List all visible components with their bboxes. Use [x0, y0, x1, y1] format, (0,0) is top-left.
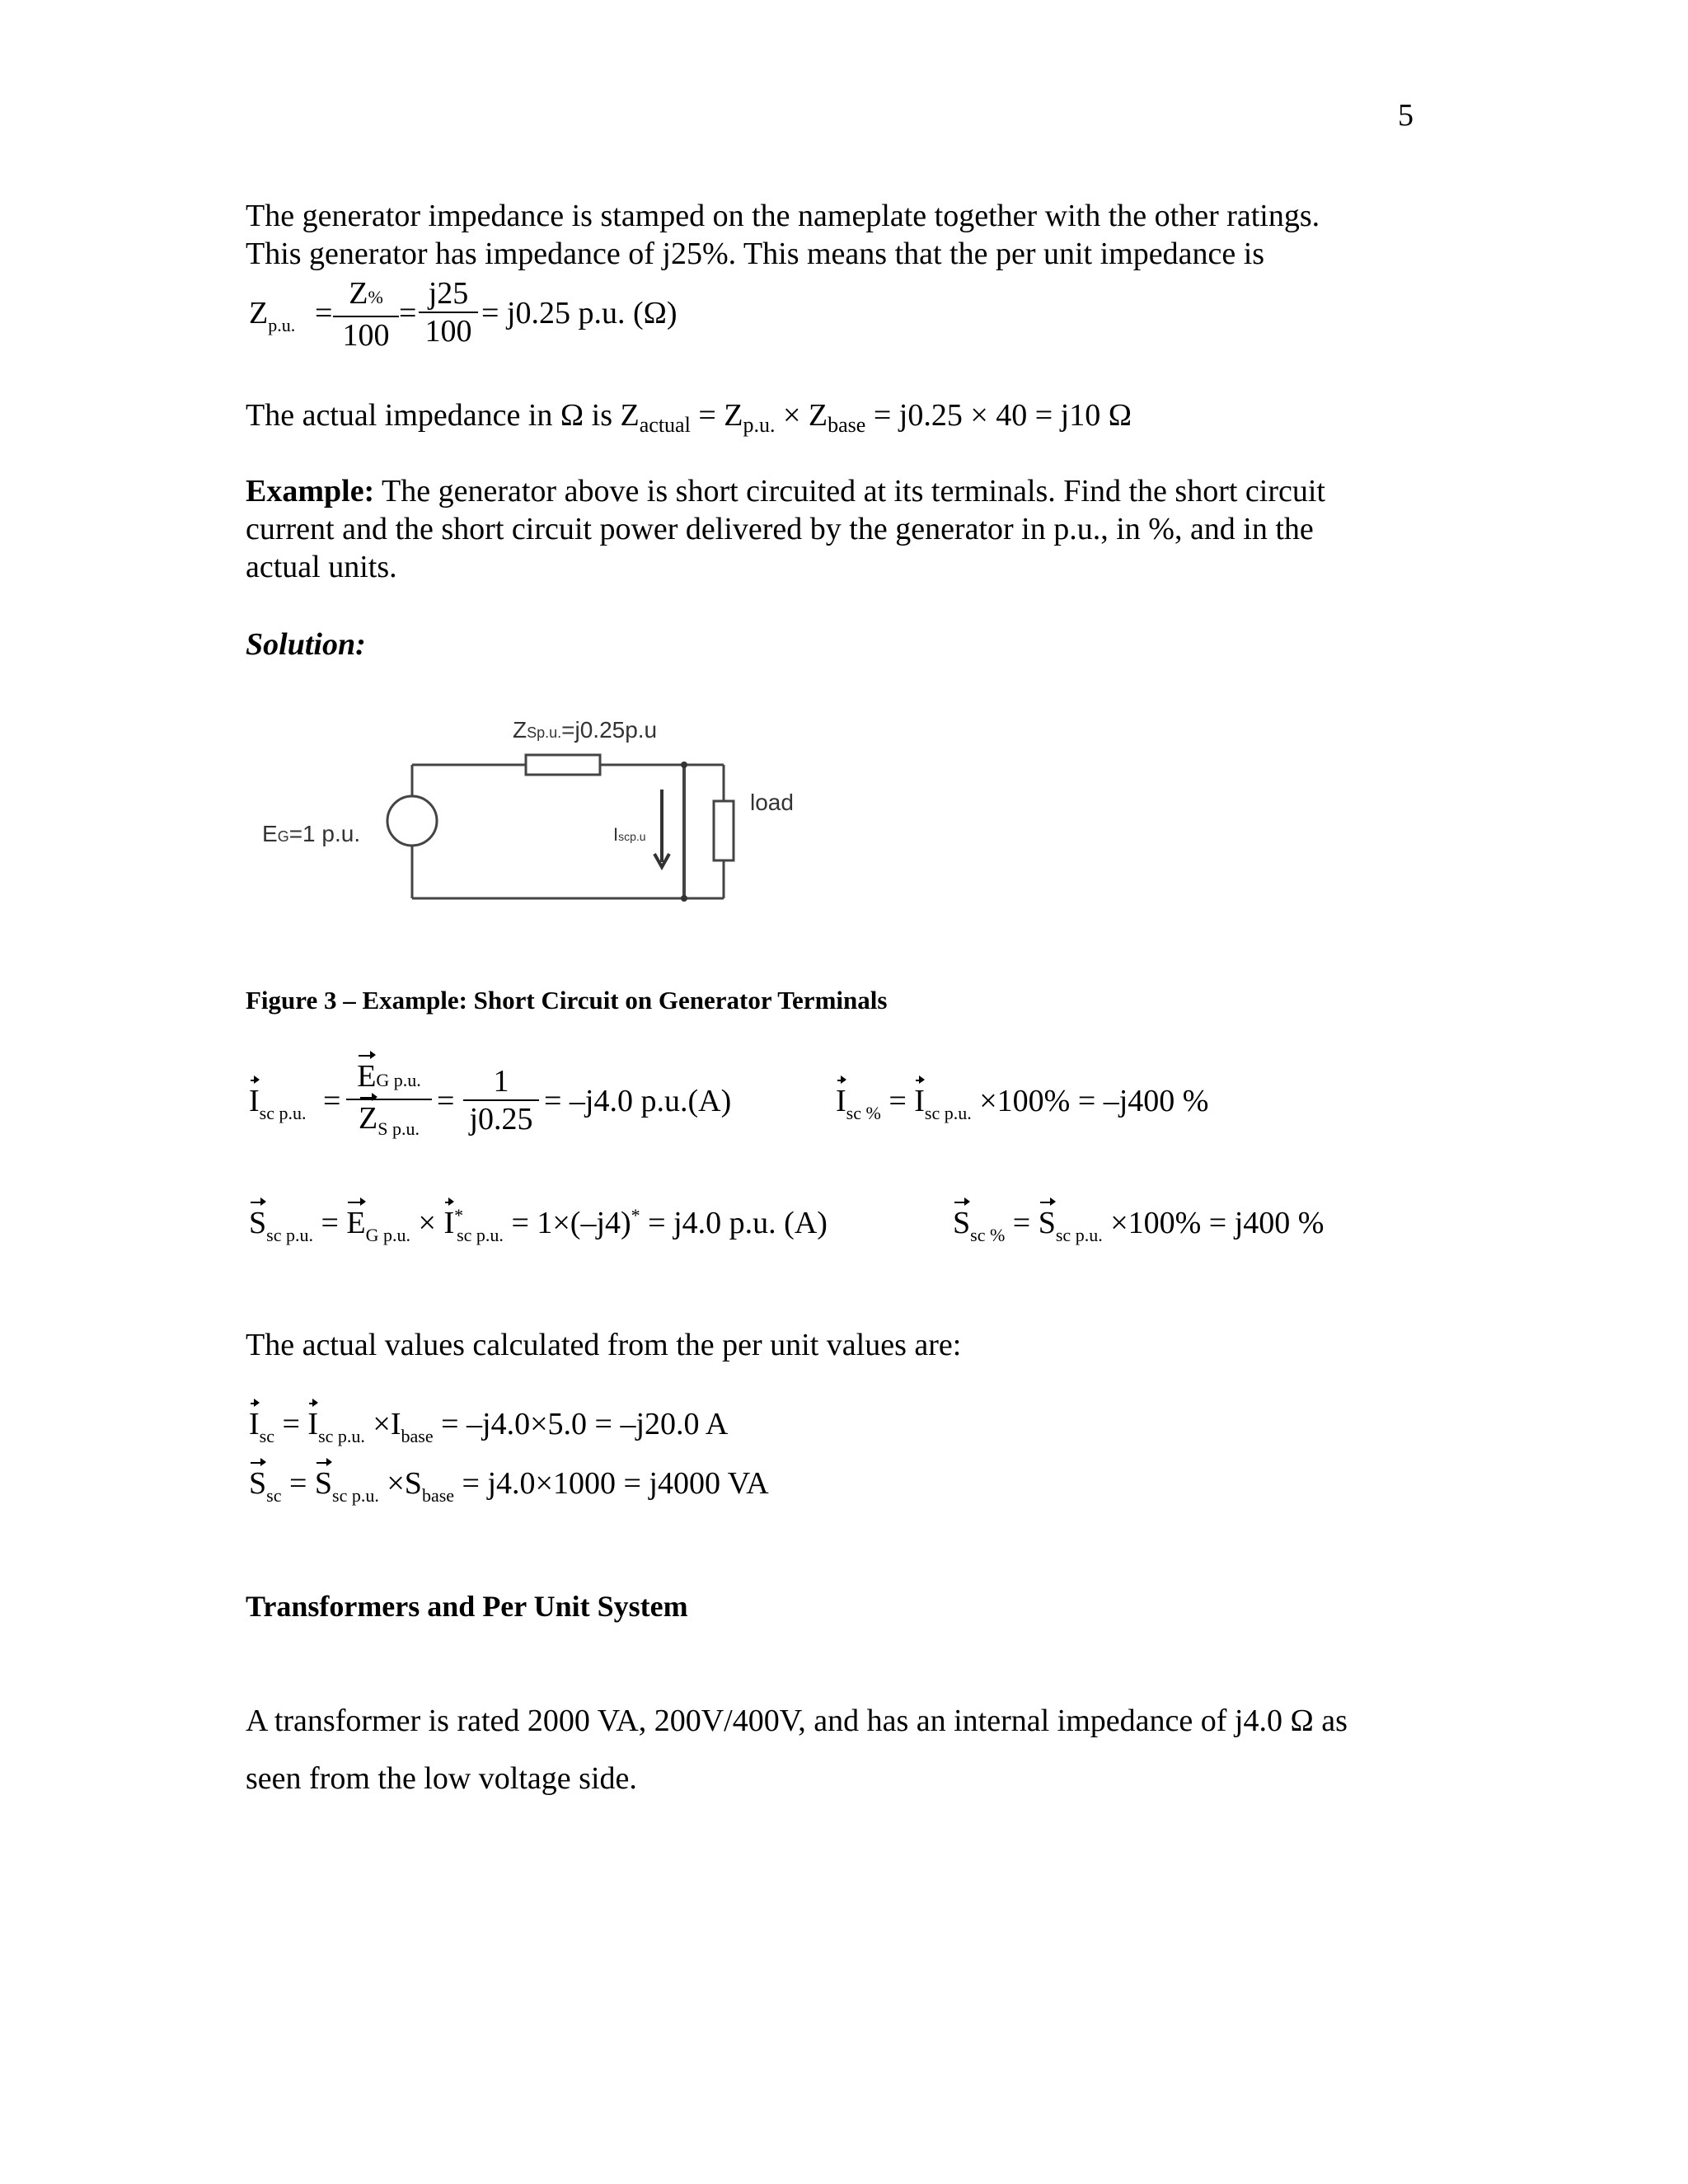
fraction-eg-over-zs: EG p.u. $Z_{S p.u.}$ [346, 1058, 432, 1141]
equals-sign: = [315, 296, 333, 330]
solution-label: Solution: [246, 627, 366, 662]
fraction-1-over-j025: 1 j0.25 [463, 1063, 539, 1137]
example-line-1: Example: The generator above is short circuited at its terminals. Find the short circuit [246, 474, 1325, 509]
actual-values-text: The actual values calculated from the per unit values are: [246, 1328, 962, 1362]
zpu-result: = j0.25 p.u. (Ω) [481, 296, 678, 330]
example-line-2: current and the short circuit power delivered by the generator in p.u., in %, and in the [246, 512, 1314, 546]
zpu-lhs: $Z_{p.u.}$ [249, 296, 296, 335]
circuit-diagram [247, 709, 841, 923]
example-line-3: actual units. [246, 550, 397, 584]
isc-label: Iscp.u [613, 824, 646, 845]
intro-line-2: This generator has impedance of j25%. This means that the per unit impedance is [246, 237, 1265, 271]
fraction-j25-over-100: j25 100 [419, 275, 478, 349]
equation-ssc-pu: $S_{sc p.u.} = E_{G p.u.} \times I^*_{sc p.u.} = 1\times(-j4)^* = j4.0$ p.u. (A) [249, 1205, 828, 1245]
equals-sign: = [399, 296, 417, 330]
isc-pu-lhs: $I_{sc p.u.}$ [249, 1084, 307, 1123]
source-label: EG=1 p.u. [262, 821, 361, 846]
load-resistor [714, 801, 734, 860]
equation-ssc-actual: $S_{sc} = S_{sc p.u.} \times S_{base} = j4.0\times 1000 = j4000$ VA [249, 1466, 769, 1506]
fraction-zpct-over-100: Z% 100 [333, 275, 399, 354]
isc-pu-result: = –j4.0 p.u.(A) [544, 1084, 732, 1118]
section-heading: Transformers and Per Unit System [246, 1590, 688, 1623]
actual-impedance-line: The actual impedance in Ω is $Z_{actual} = Z_{p.u.} \times Z_{base} = j0.25 \times 40 = j10$ Ω [246, 398, 1132, 437]
equals-sign: = [323, 1084, 341, 1118]
transformer-line-2: seen from the low voltage side. [246, 1761, 637, 1796]
equals-sign: = [437, 1084, 455, 1118]
voltage-source-icon [387, 796, 437, 846]
figure-caption: Figure 3 – Example: Short Circuit on Generator Terminals [246, 986, 888, 1015]
equation-isc-percent: $I_{sc \%} = I_{sc p.u.} \times 100\% = -j400$ % [836, 1084, 1209, 1123]
equation-isc-actual: $I_{sc} = I_{sc p.u.} \times I_{base} = -j4.0\times 5.0 = -j20.0$ A [249, 1407, 729, 1446]
transformer-line-1: A transformer is rated 2000 VA, 200V/400V, and has an internal impedance of j4.0 Ω as [246, 1704, 1348, 1738]
impedance-box [526, 755, 600, 775]
page-number: 5 [1398, 98, 1414, 133]
equation-ssc-percent: $S_{sc \%} = S_{sc p.u.} \times 100\% = j400$ % [953, 1206, 1325, 1245]
load-label: load [750, 790, 794, 815]
intro-line-1: The generator impedance is stamped on the nameplate together with the other ratings. [246, 199, 1320, 233]
zs-label: ZSp.u.=j0.25p.u [513, 717, 658, 743]
